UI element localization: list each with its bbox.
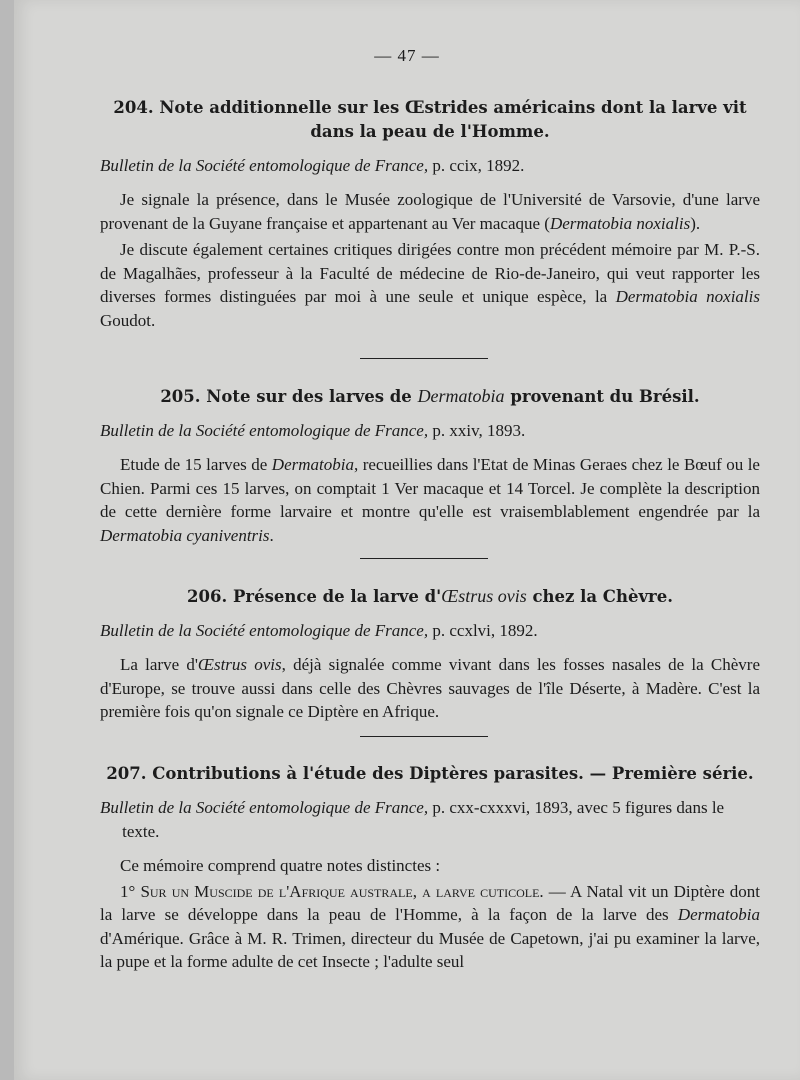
citation-ref: p. xxiv, 1893. <box>428 421 526 440</box>
citation <box>100 419 760 443</box>
entry-207 <box>100 762 760 974</box>
citation <box>100 796 760 844</box>
title-italic: Œstrus ovis <box>441 586 527 606</box>
entry-number: 206. <box>187 587 228 606</box>
paragraph: Je discute également certaines critiques dirigées contre mon précédent mémoire par M. P.-S. de Magalhães, professeur à la Faculté de médecine de Rio-de-Janeiro, qui veut rapporter les diverses formes distinguées par moi à une seule et unique espèce, la Dermatobia noxialis Goudot. <box>100 240 760 330</box>
paragraph: Je signale la présence, dans le Musée zoologique de l'Université de Varsovie, d'une larve provenant de la Guyane française et appartenant au Ver macaque (Dermatobia noxialis). <box>100 190 760 233</box>
citation-ref: p. cxx-cxxxvi, 1893, avec 5 figures dans le texte. <box>122 798 725 841</box>
citation-ref: p. ccxlvi, 1892. <box>428 621 538 640</box>
separator-rule <box>360 736 488 737</box>
paragraph: 1° Sur un Muscide de l'Afrique australe, a larve cuticole. — A Natal vit un Diptère dont la larve se développe dans la peau de l'Homme, à la façon de la larve des Dermatobia d'Amérique. Grâce à M. R. Trimen, directeur du Musée de Capetown, j'ai pu examiner la larve, la pupe et la forme adulte de cet Insecte ; l'adulte seul <box>100 881 760 971</box>
entry-206 <box>100 584 760 724</box>
entry-title <box>100 384 760 409</box>
journal-name: Bulletin de la Société entomologique de France, <box>100 621 429 640</box>
journal-name: Bulletin de la Société entomologique de France, <box>100 421 429 440</box>
entry-number: 204. <box>113 98 154 117</box>
book-page <box>14 0 800 1080</box>
paragraph: Ce mémoire comprend quatre notes distinctes : <box>120 856 441 875</box>
title-text: Présence de la larve d' <box>232 587 442 606</box>
title-text-end: provenant du Brésil. <box>510 387 700 406</box>
citation <box>100 619 760 643</box>
title-text: Note additionnelle sur les Œstrides américains dont la larve vit dans la peau de l'Homme. <box>159 98 747 141</box>
entry-204 <box>100 96 760 332</box>
journal-name: Bulletin de la Société entomologique de France, <box>100 156 429 175</box>
entry-title <box>100 762 760 786</box>
entry-number: 205. <box>160 387 201 406</box>
paragraph: La larve d'Œstrus ovis, déjà signalée comme vivant dans les fosses nasales de la Chèvre d'Europe, se trouve aussi dans celle des Chèvres sauvages de l'île Déserte, à Madère. C'est la première fois qu'on signale ce Diptère en Afrique. <box>100 655 761 721</box>
title-text-end: chez la Chèvre. <box>532 587 673 606</box>
page-number: — 47 — <box>374 46 440 65</box>
citation <box>100 154 760 178</box>
separator-rule <box>360 558 488 559</box>
separator-rule <box>360 358 488 359</box>
title-text: Contributions à l'étude des Diptères parasites. — Première série. <box>152 764 754 783</box>
entry-205 <box>100 384 760 547</box>
entry-title <box>100 584 760 609</box>
title-italic: Dermatobia <box>417 386 505 406</box>
title-text: Note sur des larves de <box>206 387 412 406</box>
citation-ref: p. ccix, 1892. <box>428 156 525 175</box>
entry-number: 207. <box>106 764 147 783</box>
entry-title <box>100 96 760 144</box>
journal-name: Bulletin de la Société entomologique de France, <box>100 798 429 817</box>
paragraph: Etude de 15 larves de Dermatobia, recueillies dans l'Etat de Minas Geraes chez le Bœuf ou le Chien. Parmi ces 15 larves, on comptait 1 Ver macaque et 14 Torcel. Je complète la description de cette dernière forme larvaire et montre qu'elle est vraisemblablement engendrée par la Dermatobia cyaniventris. <box>100 455 760 545</box>
